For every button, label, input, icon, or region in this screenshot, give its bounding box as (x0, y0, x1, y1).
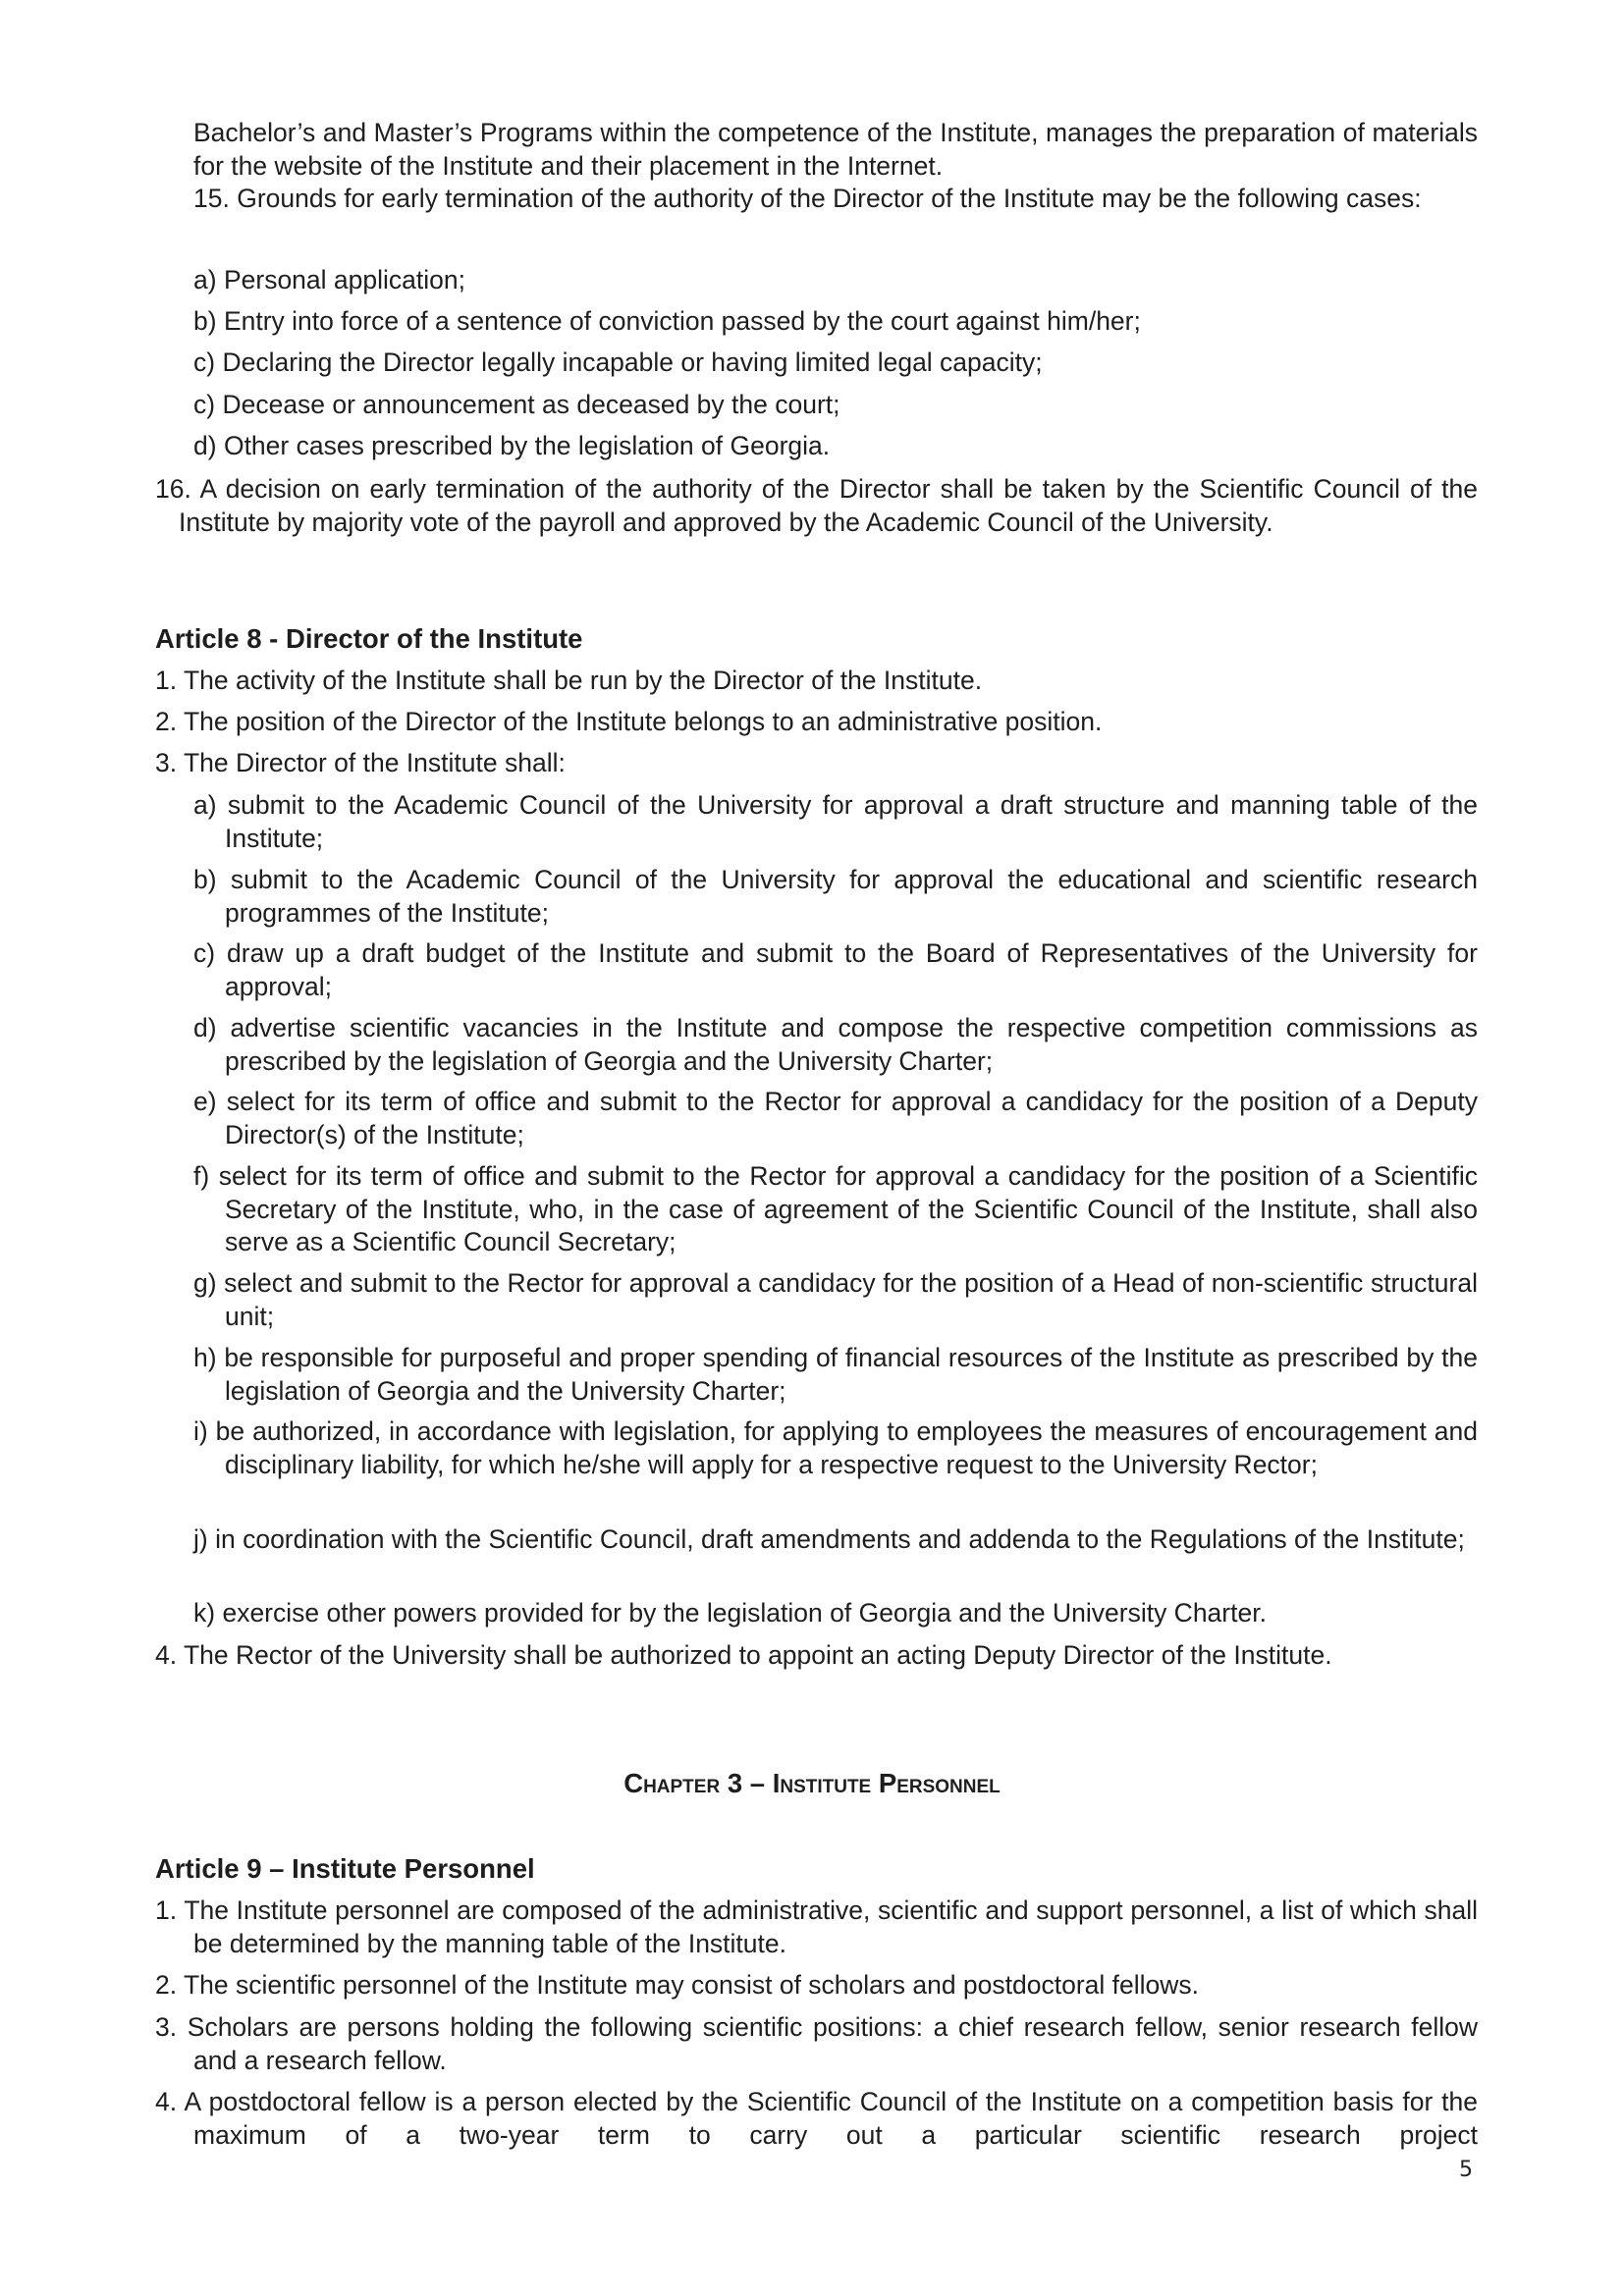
chapter-title: Institute Personnel (772, 1768, 1001, 1798)
sub-item-label: a) (193, 265, 217, 294)
article-8-sub-item (193, 1086, 1478, 1151)
item-label: 15. (193, 184, 230, 213)
sub-item-text: Decease or announcement as deceased by the court; (222, 390, 840, 419)
item-label: 3. (155, 748, 178, 777)
article-9-item (155, 2011, 1478, 2077)
sub-item-label: h) (193, 1343, 217, 1372)
article-8-sub-item (193, 1597, 1478, 1630)
item-text: The activity of the Institute shall be run by the Director of the Institute. (184, 666, 983, 695)
article-8-item (155, 665, 1478, 698)
item-label: 1. (155, 666, 178, 695)
item-label: 2. (155, 707, 178, 736)
article-8-sub-item (193, 1415, 1478, 1481)
item-text: A decision on early termination of the authority of the Director shall be taken by the Scientific Council of the Institute by majority vote of the payroll and approved by the Academic Council of the University. (179, 474, 1478, 537)
sub-item (193, 305, 1478, 339)
item-text: Scholars are persons holding the following scientific positions: a chief research fellow, senior research fellow and a research fellow. (187, 2012, 1478, 2075)
sub-item-label: b) (193, 306, 217, 336)
sub-item-label: e) (193, 1087, 217, 1116)
sub-item-text: Other cases prescribed by the legislation of Georgia. (223, 431, 831, 460)
sub-item-text: be responsible for purposeful and proper spending of financial resources of the Institute as prescribed by the legislation of Georgia and the University Charter; (224, 1343, 1478, 1406)
article-8-sub-item (193, 1267, 1478, 1333)
sub-item-label: k) (193, 1598, 216, 1628)
item-text: The Director of the Institute shall: (184, 748, 566, 777)
article-9-item (155, 1895, 1478, 1960)
chapter-prefix: Chapter 3 (623, 1768, 743, 1798)
article-8-sub-item (193, 937, 1478, 1003)
article-8-sub-item (193, 789, 1478, 855)
sub-item-label: j) (193, 1524, 208, 1554)
sub-item (193, 430, 1478, 463)
item-text: The scientific personnel of the Institute may consist of scholars and postdoctoral fellows. (184, 1970, 1200, 2000)
sub-item-label: c) (193, 347, 216, 377)
sub-item-text: submit to the Academic Council of the University for approval a draft structure and manning table of the Institute; (225, 790, 1478, 853)
item-text: A postdoctoral fellow is a person elected by the Scientific Council of the Institute on a competition basis for the maximum of a two-year term to carry out a particular scientific research project (184, 2087, 1478, 2150)
sub-item-label: a) (193, 790, 217, 820)
article-8-sub-item (193, 864, 1478, 930)
sub-item-label: c) (193, 938, 216, 968)
sub-item-label: i) (193, 1416, 208, 1446)
sub-item-text: select for its term of office and submit to the Rector for approval a candidacy for the position of a Scientific Secretary of the Institute, who, in the case of agreement of the Scientific Council of the Institute, shall also serve as a Scientific Council Secretary; (218, 1161, 1478, 1256)
paragraph-continuation: Bachelor’s and Master’s Programs within the competence of the Institute, manages the preparation of materials for the website of the Institute and their placement in the Internet. (193, 118, 1478, 181)
article-9-heading: Article 9 – Institute Personnel (155, 1853, 535, 1884)
item-label: 1. (155, 1896, 178, 1925)
sub-item (193, 347, 1478, 380)
list-item-15 (155, 183, 1478, 216)
sub-item-text: in coordination with the Scientific Council, draft amendments and addenda to the Regulations of the Institute; (215, 1524, 1465, 1554)
sub-item-text: Entry into force of a sentence of conviction passed by the court against him/her; (223, 306, 1141, 336)
item-text: Grounds for early termination of the authority of the Director of the Institute may be the following cases: (237, 184, 1422, 213)
sub-item-text: exercise other powers provided for by the legislation of Georgia and the University Charter. (222, 1598, 1267, 1628)
article-8-item (155, 706, 1478, 739)
item-text: The Rector of the University shall be authorized to appoint an acting Deputy Director of the Institute. (184, 1640, 1332, 1670)
sub-item-label: d) (193, 1013, 217, 1042)
sub-item (193, 264, 1478, 297)
sub-item-text: advertise scientific vacancies in the Institute and compose the respective competition commissions as prescribed by the legislation of Georgia and the University Charter; (225, 1013, 1478, 1076)
sub-item-label: d) (193, 431, 217, 460)
article-9-item (155, 2086, 1478, 2152)
sub-item-text: Declaring the Director legally incapable or having limited legal capacity; (222, 347, 1043, 377)
article-8-heading: Article 8 - Director of the Institute (155, 623, 583, 654)
sub-item-text: be authorized, in accordance with legislation, for applying to employees the measures of encouragement and disciplinary liability, for which he/she will apply for a respective request to the University Rector; (215, 1416, 1478, 1479)
sub-item-text: submit to the Academic Council of the University for approval the educational and scientific research programmes of the Institute; (225, 865, 1478, 928)
item-text: The position of the Director of the Institute belongs to an administrative position. (184, 707, 1103, 736)
sub-item-label: c) (193, 390, 216, 419)
article-8-sub-item (193, 1160, 1478, 1259)
item-label: 2. (155, 1970, 178, 2000)
item-label: 4. (155, 1640, 178, 1670)
sub-item-text: select and submit to the Rector for approval a candidacy for the position of a Head of non-scientific structural unit; (224, 1268, 1478, 1331)
sub-item-label: f) (193, 1161, 210, 1191)
sub-item-text: select for its term of office and submit to the Rector for approval a candidacy for the position of a Deputy Director(s) of the Institute; (225, 1087, 1478, 1149)
chapter-dash: – (742, 1768, 773, 1798)
article-8-item (155, 1639, 1478, 1673)
article-8-sub-item (193, 1342, 1478, 1408)
sub-item (193, 389, 1478, 422)
list-item-16 (155, 473, 1478, 539)
item-label: 3. (155, 2012, 178, 2042)
chapter-heading (0, 1767, 1624, 1800)
item-label: 16. (155, 474, 191, 504)
sub-item-label: g) (193, 1268, 217, 1298)
article-9-item (155, 1969, 1478, 2002)
item-label: 4. (155, 2087, 178, 2116)
article-8-sub-item (193, 1523, 1478, 1557)
sub-item-text: draw up a draft budget of the Institute and submit to the Board of Representatives of the University for approval; (225, 938, 1478, 1001)
article-8-sub-item (193, 1012, 1478, 1078)
sub-item-label: b) (193, 865, 217, 894)
article-8-item (155, 747, 1478, 780)
sub-item-text: Personal application; (223, 265, 465, 294)
page-number: 5 (1459, 2158, 1473, 2182)
item-text: The Institute personnel are composed of the administrative, scientific and support personnel, a list of which shall be determined by the manning table of the Institute. (184, 1896, 1478, 1958)
